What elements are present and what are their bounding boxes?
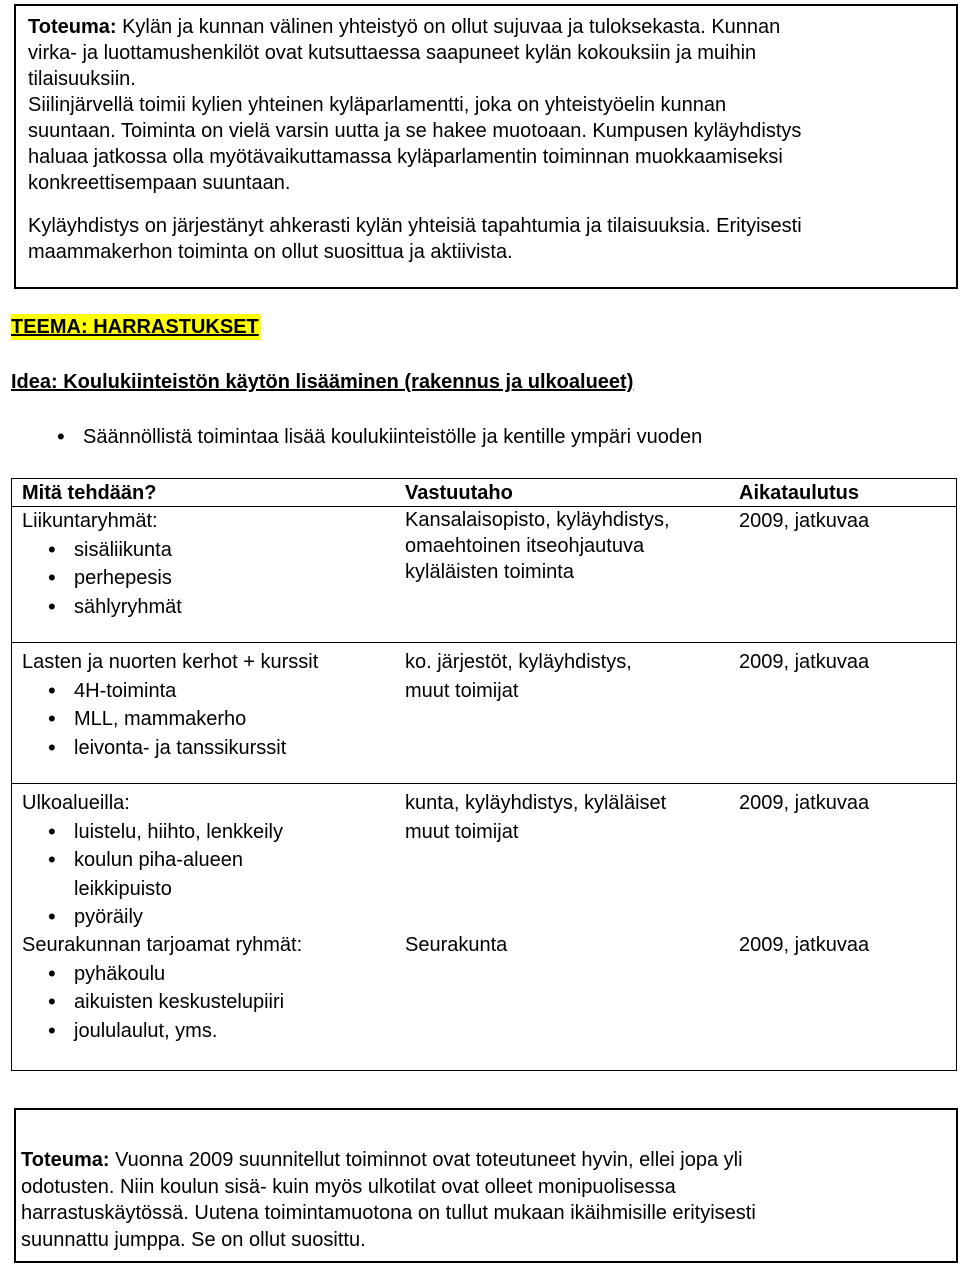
responsible-line: kunta, kyläyhdistys, kyläläiset <box>405 792 667 814</box>
table-row-responsible <box>405 931 735 960</box>
activity-list <box>74 960 402 1046</box>
responsible-line: ko. järjestöt, kyläyhdistys, <box>405 651 632 673</box>
responsible-line: Seurakunta <box>405 934 508 956</box>
outcome-text-line: virka- ja luottamushenkilöt ovat kutsuttaessa saapuneet kylän kokouksiin ja muihin <box>28 42 757 64</box>
list-item: • luistelu, hiihto, lenkkeily <box>74 818 402 847</box>
plan-table <box>11 478 957 1071</box>
table-row-activity <box>22 507 402 621</box>
table-row-responsible <box>405 789 735 846</box>
list-item: • pyöräily <box>74 903 402 932</box>
list-item: • perhepesis <box>74 564 402 593</box>
outcome-text-line: konkreettisempaan suuntaan. <box>28 172 291 194</box>
list-item-continuation: leikkipuisto <box>74 877 172 900</box>
outcome-paragraph-1 <box>28 14 944 40</box>
activity-list <box>74 536 402 622</box>
activity-title: Lasten ja nuorten kerhot + kurssit <box>22 651 319 673</box>
table-row-schedule: 2009, jatkuvaa <box>739 792 870 814</box>
outcome-box-top <box>14 4 958 289</box>
idea-bullet-list <box>83 423 702 452</box>
table-row-schedule: 2009, jatkuvaa <box>739 934 870 956</box>
list-item: • Säännöllistä toimintaa lisää koulukiinteistölle ja kentille ympäri vuoden <box>83 423 702 452</box>
outcome-text-line: harrastuskäytössä. Uutena toimintamuotona on tullut mukaan ikäihmisille erityisesti <box>21 1202 756 1224</box>
list-item: • koulun piha-alueen <box>74 846 402 875</box>
outcome-label: Toteuma: <box>28 16 117 38</box>
outcome-text: Kylän ja kunnan välinen yhteistyö on ollut sujuvaa ja tuloksekasta. Kunnan <box>116 16 781 38</box>
responsible-line: muut toimijat <box>405 679 519 702</box>
outcome-box-bottom <box>14 1108 958 1263</box>
table-row-responsible <box>405 648 735 705</box>
outcome-text-line: odotusten. Niin koulun sisä- kuin myös ulkotilat ovat olleet monipuolisessa <box>21 1175 676 1198</box>
activity-list <box>74 818 402 932</box>
row-divider <box>12 783 956 784</box>
list-item: • sählyryhmät <box>74 593 402 622</box>
list-item: • aikuisten keskustelupiiri <box>74 988 402 1017</box>
activity-title: Ulkoalueilla: <box>22 792 130 814</box>
theme-heading: TEEMA: HARRASTUKSET <box>11 316 259 338</box>
outcome-text-line: Siilinjärvellä toimii kylien yhteinen kyläparlamentti, joka on yhteistyöelin kunnan <box>28 94 727 116</box>
responsible-line: kyläläisten toiminta <box>405 561 574 583</box>
outcome-text-line: maammakerhon toiminta on ollut suosittua ja aktiivista. <box>28 241 513 263</box>
outcome-text-line: suuntaan. Toiminta on vielä varsin uutta ja se hakee muotoaan. Kumpusen kyläyhdistys <box>28 120 802 142</box>
list-item: • joululaulut, yms. <box>74 1017 402 1046</box>
list-item: • sisäliikunta <box>74 536 402 565</box>
column-header-schedule: Aikataulutus <box>739 482 860 504</box>
outcome-text-line: suunnattu jumppa. Se on ollut suosittu. <box>21 1228 366 1251</box>
column-header-responsible: Vastuutaho <box>405 482 513 504</box>
activity-list <box>74 677 402 763</box>
table-row-activity <box>22 648 402 762</box>
column-header-what: Mitä tehdään? <box>22 482 157 504</box>
outcome-text-line: haluaa jatkossa olla myötävaikuttamassa kyläparlamentin toiminnan muokkaamiseksi <box>28 146 783 168</box>
activity-title: Liikuntaryhmät: <box>22 510 158 532</box>
outcome-paragraph <box>21 1147 956 1174</box>
outcome-text-line: tilaisuuksiin. <box>28 68 136 90</box>
table-row-schedule: 2009, jatkuvaa <box>739 510 870 532</box>
responsible-line: muut toimijat <box>405 820 519 843</box>
list-item: • MLL, mammakerho <box>74 705 402 734</box>
outcome-text-line: Kyläyhdistys on järjestänyt ahkerasti kylän yhteisiä tapahtumia ja tilaisuuksia. Erityisesti <box>28 215 802 237</box>
idea-heading: Idea: Koulukiinteistön käytön lisääminen (rakennus ja ulkoalueet) <box>11 371 634 393</box>
list-item: • pyhäkoulu <box>74 960 402 989</box>
row-divider <box>12 642 956 643</box>
table-row-responsible <box>405 507 735 585</box>
list-item: • 4H-toiminta <box>74 677 402 706</box>
table-row-activity <box>22 789 402 932</box>
table-row-activity <box>22 931 402 1045</box>
activity-title: Seurakunnan tarjoamat ryhmät: <box>22 934 303 956</box>
outcome-label: Toteuma: <box>21 1149 110 1171</box>
responsible-line: omaehtoinen itseohjautuva <box>405 535 645 557</box>
outcome-text: Vuonna 2009 suunnitellut toiminnot ovat toteutuneet hyvin, ellei jopa yli <box>109 1149 743 1171</box>
list-item: • leivonta- ja tanssikurssit <box>74 734 402 763</box>
table-row-schedule: 2009, jatkuvaa <box>739 651 870 673</box>
responsible-line: Kansalaisopisto, kyläyhdistys, <box>405 509 670 531</box>
